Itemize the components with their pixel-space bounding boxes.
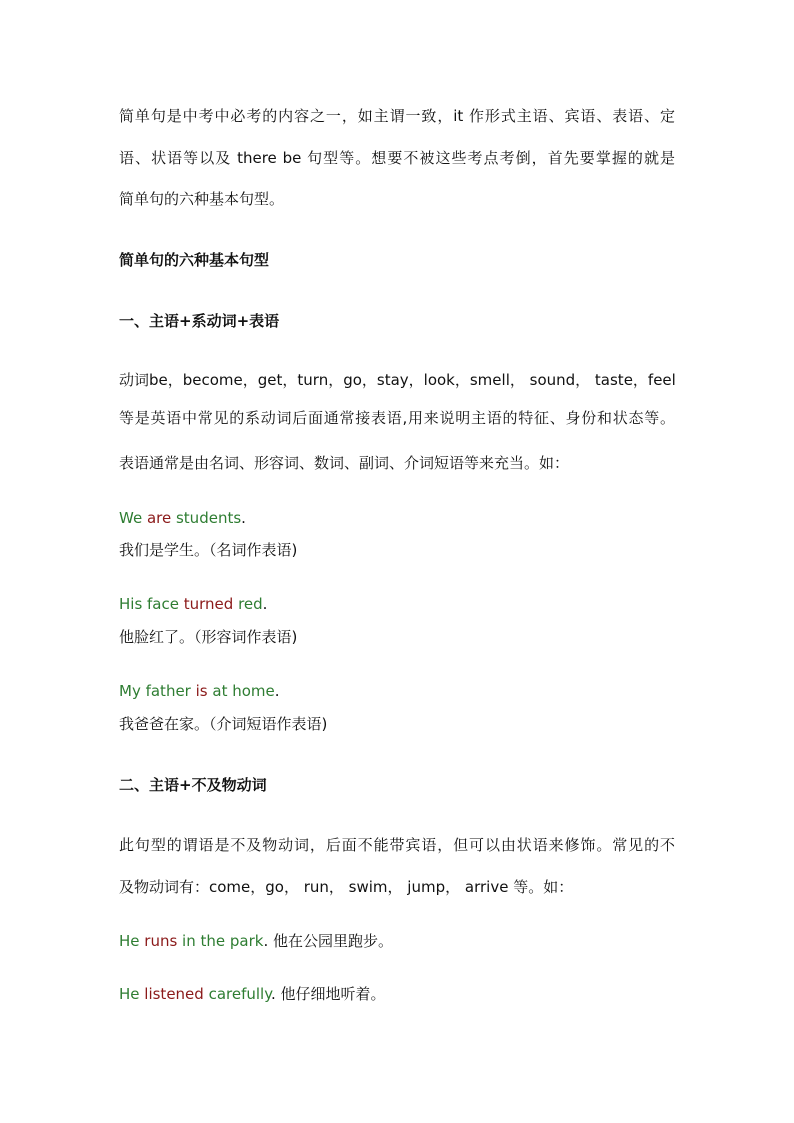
intro-line-3: 简单句的六种基本句型。 xyxy=(119,190,285,208)
example-part: We xyxy=(119,509,147,527)
section2-desc-line-1: 此句型的谓语是不及物动词，后面不能带宾语，但可以由状语来修饰。常见的不 xyxy=(119,836,675,854)
example-part: . xyxy=(262,595,268,613)
section1-desc-line-2: 等是英语中常见的系动词后面通常接表语,用来说明主语的特征、身份和状态等。 xyxy=(119,409,675,427)
example-sentence xyxy=(119,984,386,1004)
example-part: runs xyxy=(144,932,183,950)
example-part: red xyxy=(238,595,263,613)
example-part: His face xyxy=(119,595,184,613)
example-translation: 我们是学生。（名词作表语) xyxy=(119,541,298,559)
example-sentence xyxy=(119,508,246,528)
main-heading: 简单句的六种基本句型 xyxy=(119,251,270,269)
example-part: . xyxy=(241,509,246,527)
example-part: students xyxy=(175,509,242,527)
example-part: He xyxy=(119,985,145,1003)
example-part: is xyxy=(195,682,213,700)
example-part: carefully xyxy=(208,985,271,1003)
example-part: in the park xyxy=(182,932,264,950)
example-sentence xyxy=(119,931,393,951)
section2-desc-line-2: 及物动词有：come，go， run， swim， jump， arrive 等。如： xyxy=(119,878,574,896)
section2-heading: 二、主语+不及物动词 xyxy=(119,776,267,794)
example-sentence xyxy=(119,681,280,701)
example-part: . xyxy=(274,682,280,700)
section1-desc-line-1: 动词be，become，get，turn，go，stay，look，smell， sound， taste，feel xyxy=(119,371,676,389)
example-part: at home xyxy=(212,682,275,700)
example-part: listened xyxy=(144,985,209,1003)
intro-line-2: 语、状语等以及 there be 句型等。想要不被这些考点考倒，首先要掌握的就是 xyxy=(119,149,675,167)
section1-desc-line-3: 表语通常是由名词、形容词、数词、副词、介词短语等来充当。如： xyxy=(119,454,570,472)
example-part: are xyxy=(146,509,176,527)
example-part: He xyxy=(119,932,145,950)
example-part: turned xyxy=(183,595,239,613)
example-translation: 我爸爸在家。（介词短语作表语) xyxy=(119,715,328,733)
example-part: My father xyxy=(119,682,196,700)
example-part: . 他仔细地听着。 xyxy=(270,985,386,1003)
intro-line-1: 简单句是中考中必考的内容之一，如主谓一致，it 作形式主语、宾语、表语、定 xyxy=(119,107,675,125)
example-sentence xyxy=(119,594,267,614)
example-translation: 他脸红了。（形容词作表语) xyxy=(119,628,298,646)
section1-heading: 一、主语+系动词+表语 xyxy=(119,312,280,330)
example-part: . 他在公园里跑步。 xyxy=(263,932,393,950)
